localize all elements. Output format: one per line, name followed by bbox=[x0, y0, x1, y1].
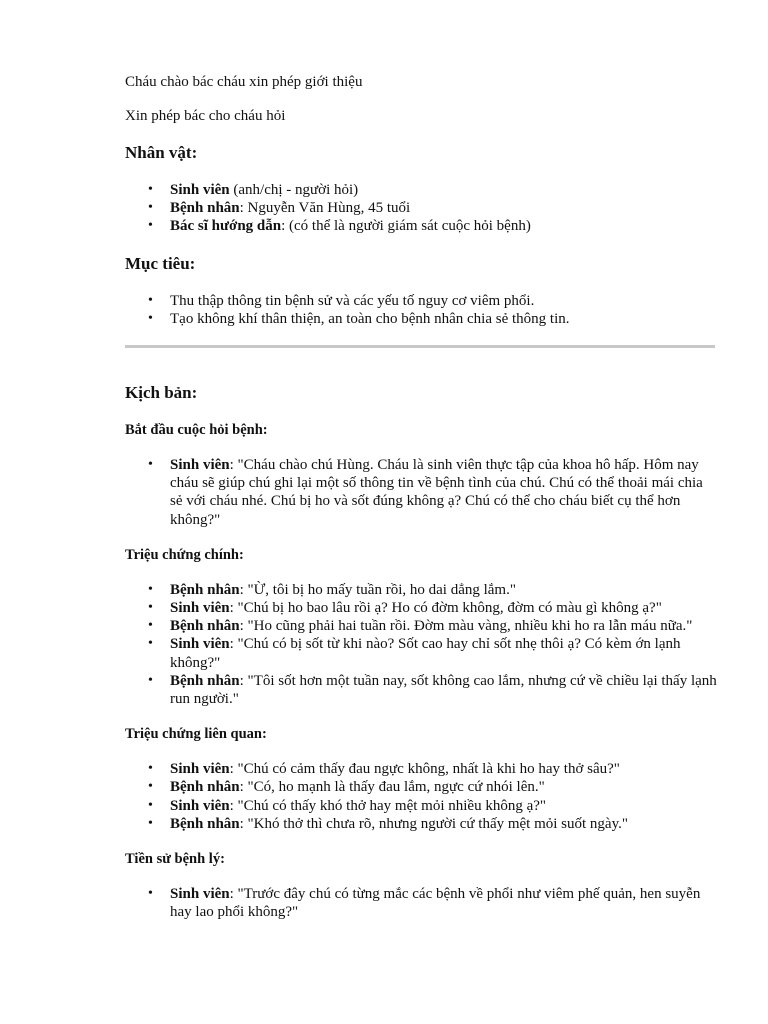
character-text: (anh/chị - người hỏi) bbox=[229, 182, 359, 198]
script-heading: Kịch bản: bbox=[125, 383, 198, 403]
dialogue-line bbox=[170, 672, 717, 708]
goals-list bbox=[125, 292, 717, 328]
section-title-start: Bắt đầu cuộc hỏi bệnh: bbox=[125, 422, 268, 439]
speaker-label: Sinh viên bbox=[170, 886, 230, 903]
dialogue-text: : "Ho cũng phải hai tuần rồi. Đờm màu vàng, nhiều khi ho ra lẫn máu nữa." bbox=[239, 618, 693, 635]
dialogue-text: : "Chú bị ho bao lâu rồi ạ? Ho có đờm không, đờm có màu gì không ạ?" bbox=[229, 600, 662, 617]
list-item bbox=[170, 217, 717, 235]
character-label: Bệnh nhân bbox=[170, 200, 240, 217]
dialogue-line bbox=[170, 815, 717, 833]
dialogue-line bbox=[170, 456, 717, 529]
document-page bbox=[125, 73, 717, 921]
list-item bbox=[170, 181, 717, 199]
goals-heading: Mục tiêu: bbox=[125, 253, 196, 273]
speaker-label: Sinh viên bbox=[170, 457, 230, 474]
dialogue-line bbox=[170, 581, 717, 599]
intro-line-1: Cháu chào bác cháu xin phép giới thiệu bbox=[125, 74, 363, 90]
dialogue-list-main-symptoms bbox=[125, 581, 717, 708]
speaker-label: Sinh viên bbox=[170, 797, 230, 814]
list-item: • Thu thập thông tin bệnh sử và các yếu tố nguy cơ viêm phổi. bbox=[170, 292, 717, 310]
speaker-label: Bệnh nhân bbox=[170, 815, 240, 832]
dialogue-text: : "Chú có cảm thấy đau ngực không, nhất là khi ho hay thở sâu?" bbox=[229, 761, 620, 778]
list-item: • Tạo không khí thân thiện, an toàn cho bệnh nhân chia sẻ thông tin. bbox=[170, 310, 717, 328]
dialogue-text: : "Tôi sốt hơn một tuần nay, sốt không cao lắm, nhưng cứ về chiều lại thấy lạnh run người." bbox=[170, 672, 717, 708]
dialogue-line bbox=[170, 797, 717, 815]
section-title-medical-history: Tiền sử bệnh lý: bbox=[125, 851, 225, 868]
dialogue-text: : "Chú có bị sốt từ khi nào? Sốt cao hay chỉ sốt nhẹ thôi ạ? Có kèm ớn lạnh không?" bbox=[170, 636, 681, 671]
speaker-label: Sinh viên bbox=[170, 636, 230, 653]
dialogue-text: : "Cháu chào chú Hùng. Cháu là sinh viên thực tập của khoa hô hấp. Hôm nay cháu sẽ giúp chú ghi lại một số thông tin về bệnh tình của chú. Chú có thể thoải mái chia sẻ với cháu nhé. Chú bị ho và sốt đúng không ạ? Chú có thể cho cháu biết cụ thể hơn không?" bbox=[170, 457, 703, 528]
character-label: Bác sĩ hướng dẫn bbox=[170, 218, 282, 235]
dialogue-line bbox=[170, 617, 717, 635]
speaker-label: Sinh viên bbox=[170, 600, 230, 617]
character-text: : Nguyễn Văn Hùng, 45 tuổi bbox=[239, 200, 411, 217]
characters-list bbox=[125, 181, 717, 236]
dialogue-line bbox=[170, 635, 717, 671]
dialogue-list-start bbox=[125, 456, 717, 529]
characters-heading: Nhân vật: bbox=[125, 143, 198, 162]
dialogue-text: : "Trước đây chú có từng mắc các bệnh về phổi như viêm phế quản, hen suyễn hay lao phổi không?" bbox=[170, 886, 701, 921]
dialogue-line bbox=[170, 760, 717, 778]
dialogue-line bbox=[170, 599, 717, 617]
dialogue-list-medical-history bbox=[125, 885, 717, 921]
dialogue-line bbox=[170, 885, 717, 921]
dialogue-text: : "Có, ho mạnh là thấy đau lắm, ngực cứ nhói lên." bbox=[239, 779, 545, 796]
character-text: : (có thể là người giám sát cuộc hỏi bệnh) bbox=[281, 218, 531, 235]
horizontal-divider bbox=[125, 345, 715, 348]
intro-line-2: Xin phép bác cho cháu hỏi bbox=[125, 108, 286, 124]
speaker-label: Bệnh nhân bbox=[170, 779, 240, 796]
section-title-related-symptoms: Triệu chứng liên quan: bbox=[125, 726, 267, 743]
dialogue-text: : "Ừ, tôi bị ho mấy tuần rồi, ho dai dẳng lắm." bbox=[239, 581, 516, 598]
speaker-label: Sinh viên bbox=[170, 761, 230, 778]
character-label: Sinh viên bbox=[170, 182, 230, 198]
speaker-label: Bệnh nhân bbox=[170, 672, 240, 689]
list-item bbox=[170, 199, 717, 217]
section-title-main-symptoms: Triệu chứng chính: bbox=[125, 546, 244, 563]
speaker-label: Bệnh nhân bbox=[170, 618, 240, 635]
dialogue-line bbox=[170, 778, 717, 796]
dialogue-text: : "Khó thở thì chưa rõ, nhưng người cứ thấy mệt mỏi suốt ngày." bbox=[239, 815, 628, 832]
dialogue-text: : "Chú có thấy khó thở hay mệt mỏi nhiều không ạ?" bbox=[229, 797, 547, 814]
dialogue-list-related-symptoms bbox=[125, 760, 717, 833]
speaker-label: Bệnh nhân bbox=[170, 581, 240, 598]
